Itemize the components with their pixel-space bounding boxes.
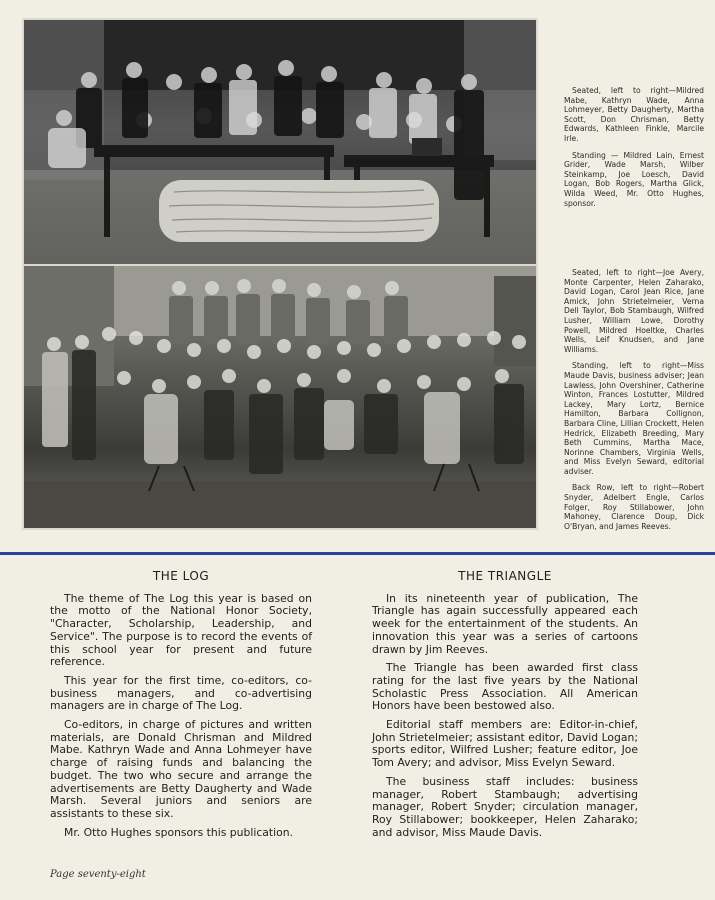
- log-caption-standing: Standing — Mildred Lain, Ernest Grider, Wade Marsh, Wilber Steinkamp, Joe Loesch, David Logan, Bob Rogers, Martha Glick, Wilda Weed, Mr. Otto Hughes, sponsor.: [564, 150, 704, 208]
- section-divider: [0, 552, 715, 555]
- triangle-paragraph: The business staff includes: business manager, Robert Stambaugh; advertising manager, Robert Snyder; circulation manager, Roy Stillabower; bookkeeper, Helen Zaharako; and advisor, Miss Maude Davis.: [372, 774, 638, 839]
- triangle-article: [372, 570, 638, 845]
- triangle-paragraph: In its nineteenth year of publication, The Triangle has again successfully appeared each week for the entertainment of the students. An innovation this year was a series of cartoons drawn by Jim Reeves.: [372, 591, 638, 656]
- triangle-caption-standing: Standing, left to right—Miss Maude Davis, business adviser; Jean Lawless, John Overshiner, Catherine Winton, Frances Lostutter, Mildred Lackey, Mary Lortz, Bernice Hamilton, Barbara Collignon, Barbara Cline, Lillian Crockett, Helen Hedrick, Elizabeth Breeding, Mary Beth Cummins, Martha Mace, Norinne Chambers, Virginia Wells, and Miss Evelyn Seward, editorial adviser.: [564, 361, 704, 476]
- log-photo-caption: [564, 86, 704, 215]
- log-caption-seated: Seated, left to right—Mildred Mabe, Kathryn Wade, Anna Lohmeyer, Betty Daugherty, Martha Scott, Don Chrisman, Betty Edwards, Kathleen Finkle, Marcile Irle.: [564, 86, 704, 143]
- triangle-staff-photo: [22, 264, 538, 530]
- triangle-photo-caption: [564, 268, 704, 538]
- log-paragraph: The theme of The Log this year is based on the motto of the National Honor Society, "Character, Scholarship, Leadership, and Service". The purpose is to record the events of this school year for present and future reference.: [50, 591, 312, 669]
- log-paragraph: Co-editors, in charge of pictures and written materials, are Donald Chrisman and Mildred Mabe. Kathryn Wade and Anna Lohmeyer have charge of raising funds and balancing the budget. The two who secure and arrange the advertisements are Betty Daugherty and Wade Marsh. Several juniors and seniors are assistants to these six.: [50, 718, 312, 820]
- log-title: THE LOG: [152, 569, 210, 583]
- page-number: Page seventy-eight: [50, 869, 146, 880]
- triangle-paragraph: Editorial staff members are: Editor-in-chief, John Strietelmeier; assistant editor, David Logan; sports editor, Wilfred Lusher; feature editor, Joe Tom Avery; and advisor, Miss Evelyn Seward.: [372, 718, 638, 770]
- log-paragraph: Mr. Otto Hughes sponsors this publication.: [64, 825, 293, 839]
- log-article: [50, 570, 312, 845]
- triangle-title: THE TRIANGLE: [458, 569, 552, 583]
- log-staff-photo: [22, 18, 538, 266]
- triangle-caption-seated: Seated, left to right—Joe Avery, Monte Carpenter, Helen Zaharako, David Logan, Carol Jean Rice, Jane Amick, John Strietelmeier, Verna Dell Taylor, Bob Stambaugh, Wilfred Lusher, William Lowe, Dorothy Powell, Mildred Hoeltke, Charles Wells, Leif Knudsen, and Jane Williams.: [564, 268, 704, 354]
- log-paragraph: This year for the first time, co-editors, co-business managers, and co-advertising managers are in charge of The Log.: [50, 673, 312, 713]
- triangle-staff-photo-illustration: [24, 266, 536, 528]
- triangle-caption-back-row: Back Row, left to right—Robert Snyder, Adelbert Engle, Carlos Folger, Roy Stillabower, John Mahoney, Clarence Doup, Dick O'Bryan, and James Reeves.: [564, 483, 704, 531]
- log-staff-photo-illustration: [24, 20, 536, 264]
- triangle-paragraph: The Triangle has been awarded first class rating for the last five years by the National Scholastic Press Association. All American Honors have been bestowed also.: [372, 661, 638, 713]
